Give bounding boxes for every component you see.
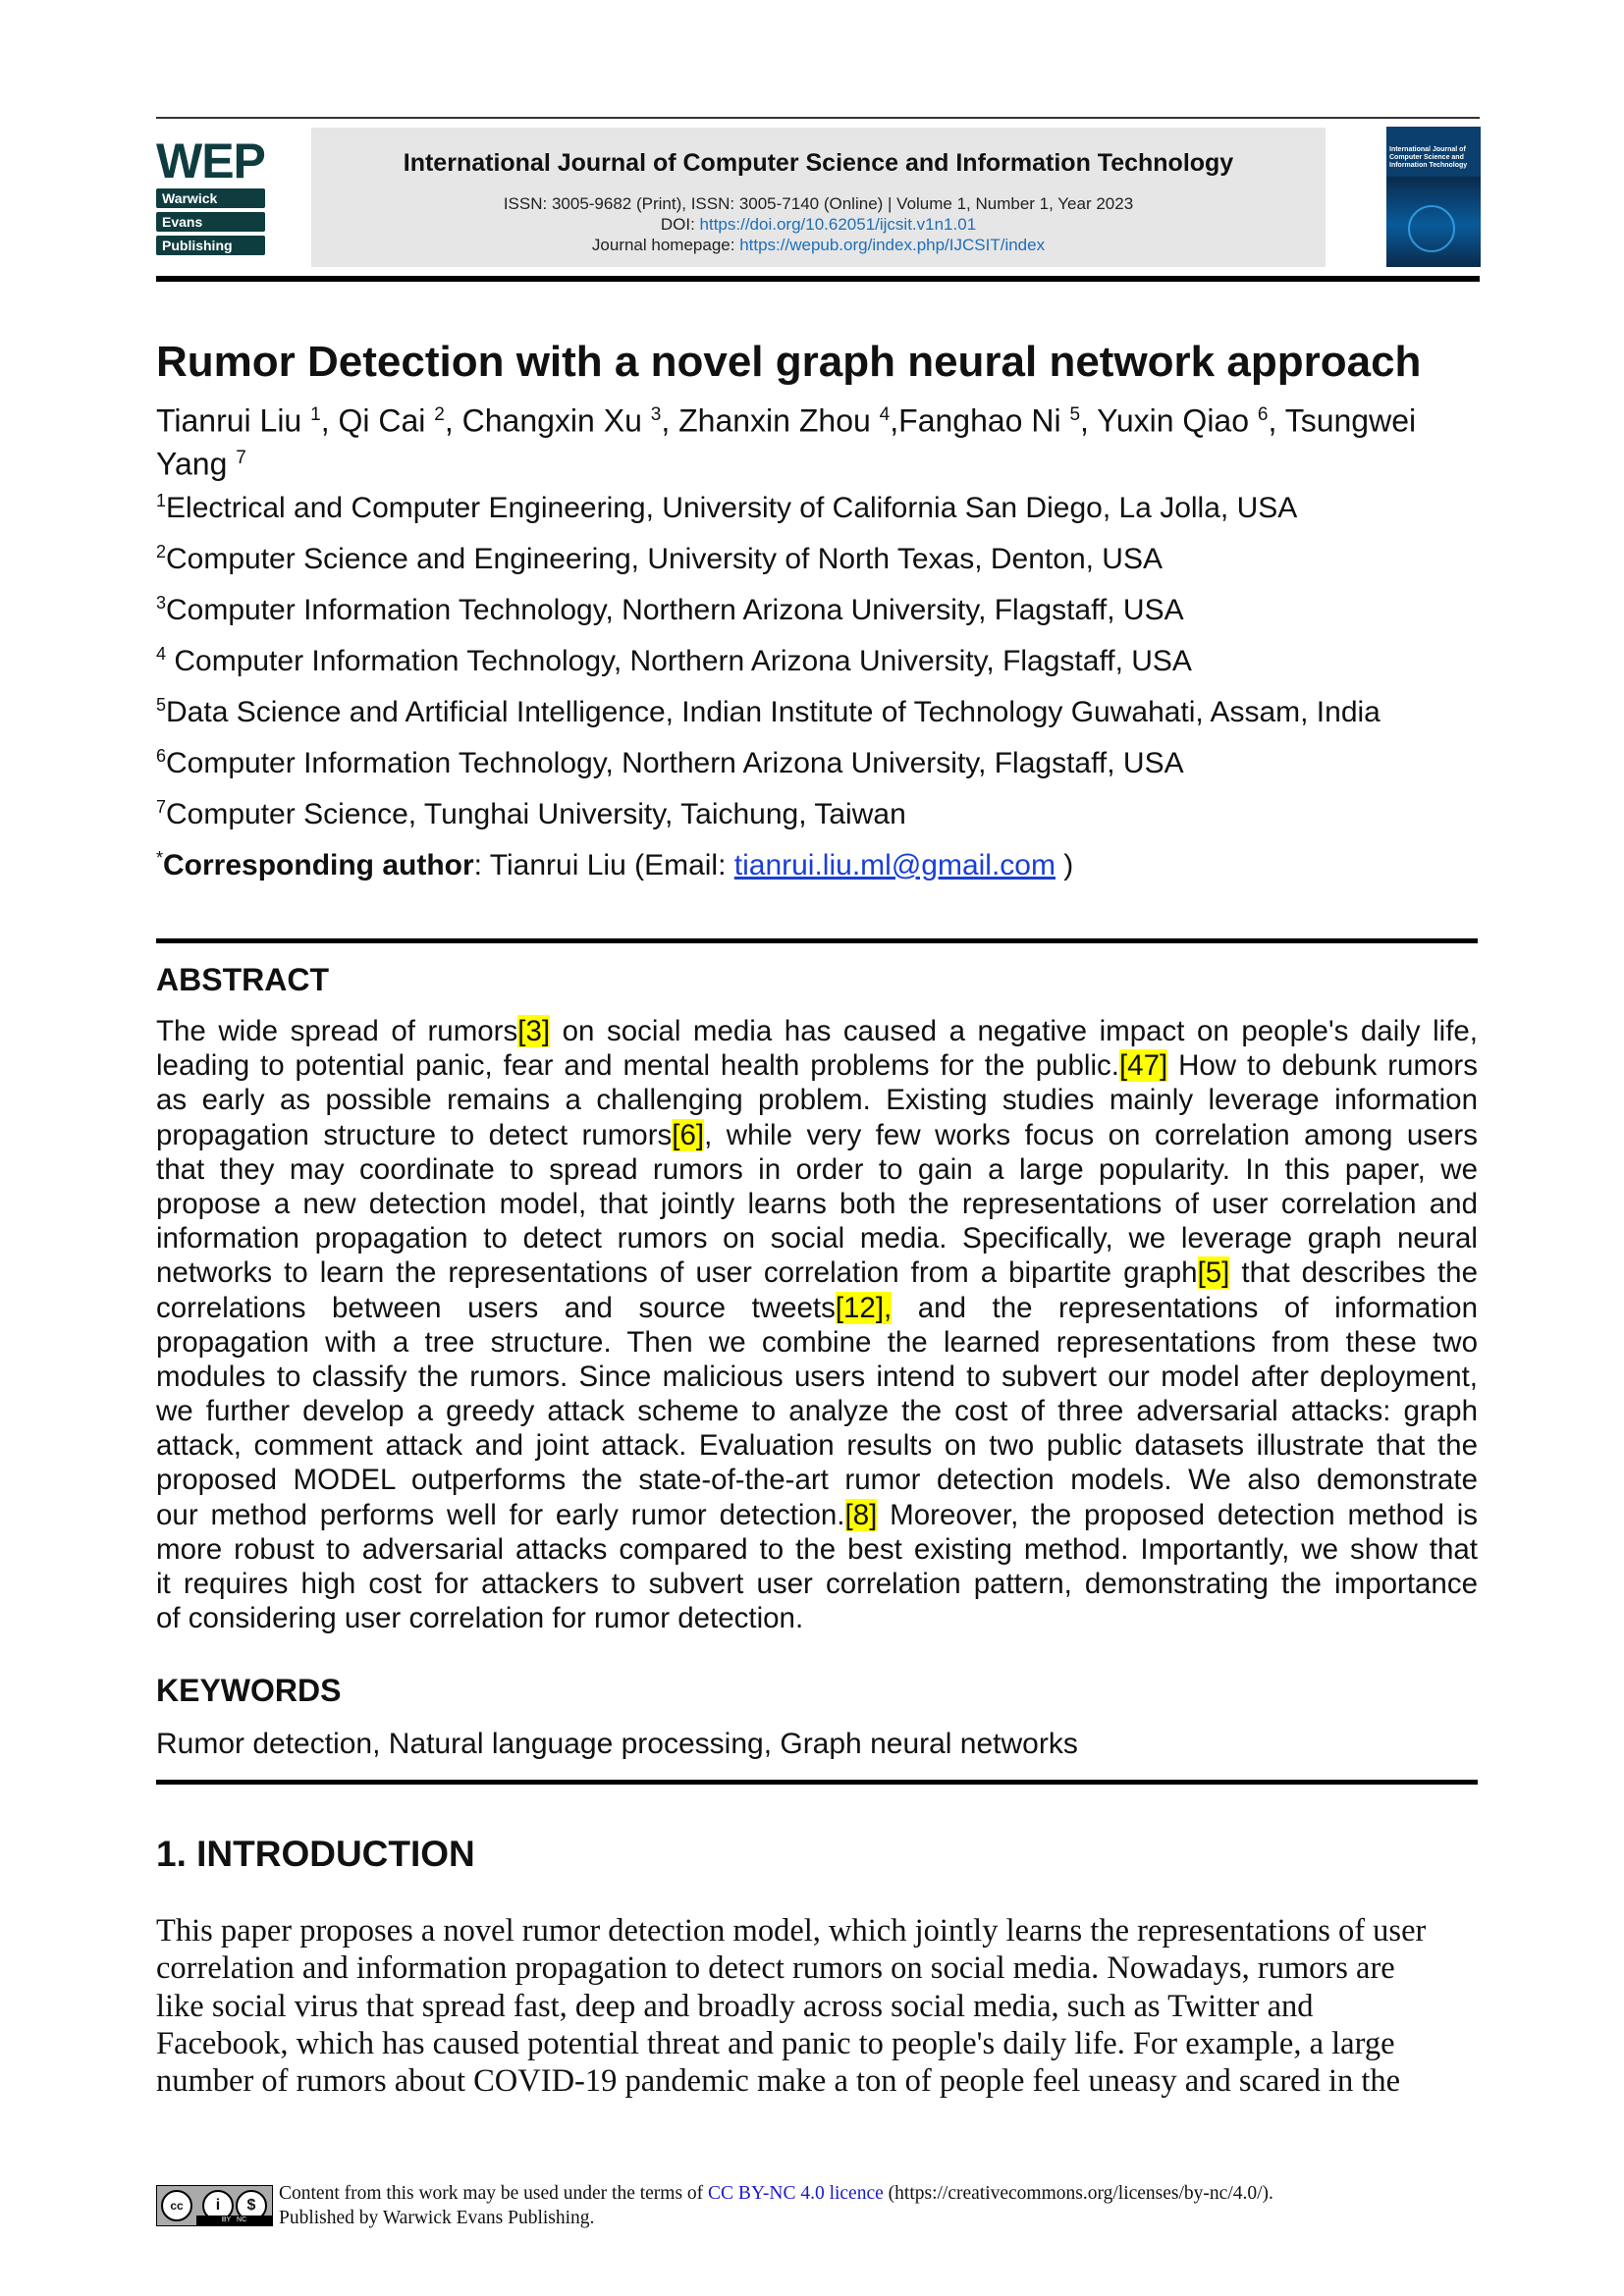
abstract-text: that describes the	[1229, 1256, 1478, 1290]
author-list	[156, 397, 1482, 482]
abstract-line	[156, 1428, 1478, 1463]
abstract-text: Moreover, the proposed detection method is	[877, 1498, 1479, 1531]
introduction-line: correlation and information propagation to detect rumors on social media. Nowadays, rumors are	[156, 1950, 1395, 1987]
abstract-text: modules to classify the rumors. Since malicious users intend to subvert our model after deployment,	[156, 1360, 1478, 1393]
affiliation-text: Computer Science, Tunghai University, Taichung, Taiwan	[166, 798, 906, 830]
abstract-line	[156, 1360, 1478, 1394]
abstract-line	[156, 1083, 1478, 1117]
homepage-line	[311, 235, 1326, 255]
author-separator: ,	[661, 402, 679, 439]
header-rule	[156, 276, 1480, 282]
abstract-text: networks to learn the representations of user correlation from a bipartite graph	[156, 1256, 1198, 1290]
introduction-heading: 1. INTRODUCTION	[156, 1834, 475, 1874]
affiliation-text: Computer Information Technology, Northern Arizona University, Flagstaff, USA	[166, 747, 1184, 779]
abstract-line	[156, 1463, 1478, 1497]
publisher-logo	[156, 133, 269, 255]
author-affiliation-number: 4	[879, 404, 891, 425]
affiliation	[156, 644, 1192, 678]
citation-link[interactable]: [8]	[844, 1498, 878, 1531]
doi-line	[311, 214, 1326, 235]
abstract-text: correlations between users and source tweets	[156, 1291, 836, 1324]
affiliation-number: 7	[156, 797, 167, 817]
affiliation	[156, 491, 1297, 525]
corresponding-close: )	[1055, 849, 1074, 881]
cc-by-nc-badge-icon[interactable]	[156, 2185, 273, 2226]
abstract-text: that they may coordinate to spread rumors in order to gain a large popularity. In this paper, we	[156, 1152, 1478, 1186]
nc-label: NC	[237, 2216, 247, 2223]
affiliation	[156, 797, 906, 831]
licence-link[interactable]: CC BY-NC 4.0 licence	[708, 2183, 884, 2204]
license-line-1	[279, 2181, 1273, 2206]
abstract-text: propagation with a tree structure. Then we combine the learned representations from these two	[156, 1325, 1478, 1359]
abstract-top-rule	[156, 938, 1478, 943]
keywords-text: Rumor detection, Natural language processing, Graph neural networks	[156, 1728, 1078, 1760]
author-separator: ,	[320, 402, 339, 439]
affiliation	[156, 695, 1380, 729]
abstract-line	[156, 1255, 1478, 1290]
citation-link[interactable]: [6]	[672, 1118, 705, 1151]
abstract-line	[156, 1601, 1478, 1635]
paper-title: Rumor Detection with a novel graph neural network approach	[156, 338, 1422, 386]
logo-wep-text: WEP	[156, 133, 265, 188]
cc-icon: cc	[161, 2190, 192, 2221]
author-name: Tianrui Liu	[156, 402, 311, 439]
introduction-line: like social virus that spread fast, deep and broadly across social media, such as Twitter and	[156, 1988, 1314, 2024]
abstract-text: How to debunk rumors	[1167, 1049, 1478, 1083]
author-name: Tsungwei Yang	[156, 402, 1417, 482]
affiliation-number: 1	[156, 491, 167, 510]
introduction-line: This paper proposes a novel rumor detection model, which jointly learns the representations of user	[156, 1913, 1427, 1949]
abstract-line	[156, 1187, 1478, 1221]
affiliation	[156, 593, 1184, 627]
affiliation-number: 6	[156, 746, 167, 766]
journal-title: International Journal of Computer Science and Information Technology	[403, 149, 1234, 177]
cover-graphic	[1408, 205, 1455, 252]
corresponding-author	[156, 848, 1073, 882]
logo-badge: Evans	[156, 212, 265, 232]
abstract-line	[156, 1325, 1478, 1360]
abstract-text: propose a new detection model, that jointly learns both the representations of user correlation and	[156, 1187, 1478, 1220]
abstract-text: more robust to adversarial attacks compared to the best existing method. Importantly, we show that	[156, 1532, 1478, 1566]
cc-badge-bar	[196, 2216, 272, 2225]
top-rule	[156, 117, 1480, 119]
author-separator: ,	[890, 402, 899, 439]
by-label: BY	[221, 2216, 232, 2223]
license-text	[279, 2181, 1273, 2230]
author-affiliation-number: 3	[650, 404, 662, 425]
author-name: Fanghao Ni	[898, 402, 1070, 439]
corresponding-text: : Tianrui Liu (Email:	[473, 849, 734, 881]
abstract-line	[156, 1221, 1478, 1255]
citation-link[interactable]: [5]	[1197, 1256, 1230, 1290]
doi-label: DOI:	[660, 215, 700, 234]
citation-link[interactable]: [12],	[835, 1291, 893, 1324]
author-name: Changxin Xu	[461, 402, 651, 439]
abstract-line	[156, 1014, 1478, 1048]
author-affiliation-number: 2	[434, 404, 445, 425]
affiliation-text: Data Science and Artificial Intelligence, Indian Institute of Technology Guwahati, Assam, India	[166, 696, 1380, 728]
abstract-text: proposed MODEL outperforms the state-of-the-art rumor detection models. We also demonstrate	[156, 1464, 1478, 1497]
abstract-line	[156, 1152, 1478, 1187]
abstract-text: on social media has caused a negative impact on people's daily life,	[550, 1015, 1478, 1047]
abstract-text: it requires high cost for attackers to subvert user correlation pattern, demonstrating the importance	[156, 1568, 1478, 1600]
affiliation-text: Computer Information Technology, Northern Arizona University, Flagstaff, USA	[166, 645, 1192, 677]
affiliation-text: Computer Information Technology, Northern Arizona University, Flagstaff, USA	[166, 594, 1184, 626]
author-separator: ,	[1080, 402, 1098, 439]
author-affiliation-number: 1	[310, 404, 321, 425]
author-affiliation-number: 6	[1257, 404, 1269, 425]
abstract-text: information propagation to detect rumors on social media. Specifically, we leverage graph neural	[156, 1222, 1478, 1255]
abstract-text: The wide spread of rumors	[156, 1015, 518, 1047]
abstract-line	[156, 1118, 1478, 1152]
corresponding-marker: *	[156, 848, 164, 868]
abstract-heading: ABSTRACT	[156, 962, 329, 997]
author-separator: ,	[1268, 402, 1285, 439]
author-separator: ,	[444, 402, 462, 439]
publisher-line: Published by Warwick Evans Publishing.	[279, 2208, 595, 2228]
logo-badge: Publishing	[156, 236, 265, 255]
affiliation-number: 2	[156, 542, 167, 561]
abstract-text: as early as possible remains a challenging problem. Existing studies mainly leverage information	[156, 1084, 1478, 1117]
license-text-before: Content from this work may be used under the terms of	[279, 2183, 709, 2204]
abstract-text: of considering user correlation for rumor detection.	[156, 1602, 804, 1635]
abstract-line	[156, 1532, 1478, 1567]
citation-link[interactable]: [47]	[1118, 1049, 1168, 1083]
abstract-body	[156, 1014, 1478, 1635]
abstract-text: leading to potential panic, fear and mental health problems for the public.	[156, 1049, 1119, 1083]
introduction-body	[156, 1912, 1426, 2100]
author-name: Zhanxin Zhou	[678, 402, 880, 439]
abstract-text: , while very few works focus on correlation among users	[704, 1118, 1478, 1151]
affiliation	[156, 542, 1163, 576]
affiliation	[156, 746, 1184, 780]
abstract-line	[156, 1394, 1478, 1428]
abstract-line	[156, 1567, 1478, 1601]
logo-badge: Warwick	[156, 188, 265, 208]
by-icon: i	[202, 2190, 234, 2221]
corresponding-email-link[interactable]: tianrui.liu.ml@gmail.com	[733, 849, 1056, 881]
keywords-bottom-rule	[156, 1780, 1478, 1785]
author-name: Qi Cai	[338, 402, 435, 439]
abstract-line	[156, 1291, 1478, 1325]
affiliation-number: 5	[156, 695, 167, 715]
homepage-link[interactable]: https://wepub.org/index.php/IJCSIT/index	[739, 236, 1046, 254]
affiliation-number: 3	[156, 593, 167, 613]
cover-title: International Journal of Computer Science and Information Technology	[1389, 146, 1468, 169]
abstract-text: attack, comment attack and joint attack. Evaluation results on two public datasets illustrate that the	[156, 1429, 1478, 1463]
abstract-text: propagation structure to detect rumors	[156, 1118, 673, 1151]
doi-link[interactable]: https://doi.org/10.62051/ijcsit.v1n1.01	[699, 215, 977, 234]
introduction-line: Facebook, which has caused potential threat and panic to people's daily life. For example, a large	[156, 2025, 1395, 2061]
corresponding-label: Corresponding author	[163, 849, 474, 881]
keywords-heading: KEYWORDS	[156, 1673, 342, 1708]
abstract-text: and the representations of information	[892, 1291, 1478, 1324]
abstract-line	[156, 1498, 1478, 1532]
introduction-line: number of rumors about COVID-19 pandemic make a ton of people feel uneasy and scared in the	[156, 2063, 1401, 2100]
abstract-line	[156, 1048, 1478, 1083]
issn-line: ISSN: 3005-9682 (Print), ISSN: 3005-7140 (Online) | Volume 1, Number 1, Year 2023	[503, 194, 1134, 213]
affiliation-text: Computer Science and Engineering, University of North Texas, Denton, USA	[166, 543, 1163, 575]
license-url-text: (https://creativecommons.org/licenses/by-nc/4.0/).	[883, 2183, 1273, 2204]
homepage-label: Journal homepage:	[591, 236, 740, 254]
nc-icon: $	[236, 2190, 267, 2221]
author-affiliation-number: 7	[236, 447, 246, 468]
author-name: Yuxin Qiao	[1097, 402, 1258, 439]
journal-header-box	[311, 128, 1326, 267]
affiliation-text: Electrical and Computer Engineering, University of California San Diego, La Jolla, USA	[166, 492, 1298, 524]
affiliation-number: 4	[156, 644, 167, 664]
author-affiliation-number: 5	[1069, 404, 1081, 425]
citation-link[interactable]: [3]	[517, 1015, 551, 1047]
journal-cover-image	[1386, 127, 1481, 267]
abstract-text: we further develop a greedy attack scheme to analyze the cost of three adversarial attacks: graph	[156, 1395, 1478, 1428]
abstract-text: our method performs well for early rumor detection.	[156, 1498, 845, 1531]
